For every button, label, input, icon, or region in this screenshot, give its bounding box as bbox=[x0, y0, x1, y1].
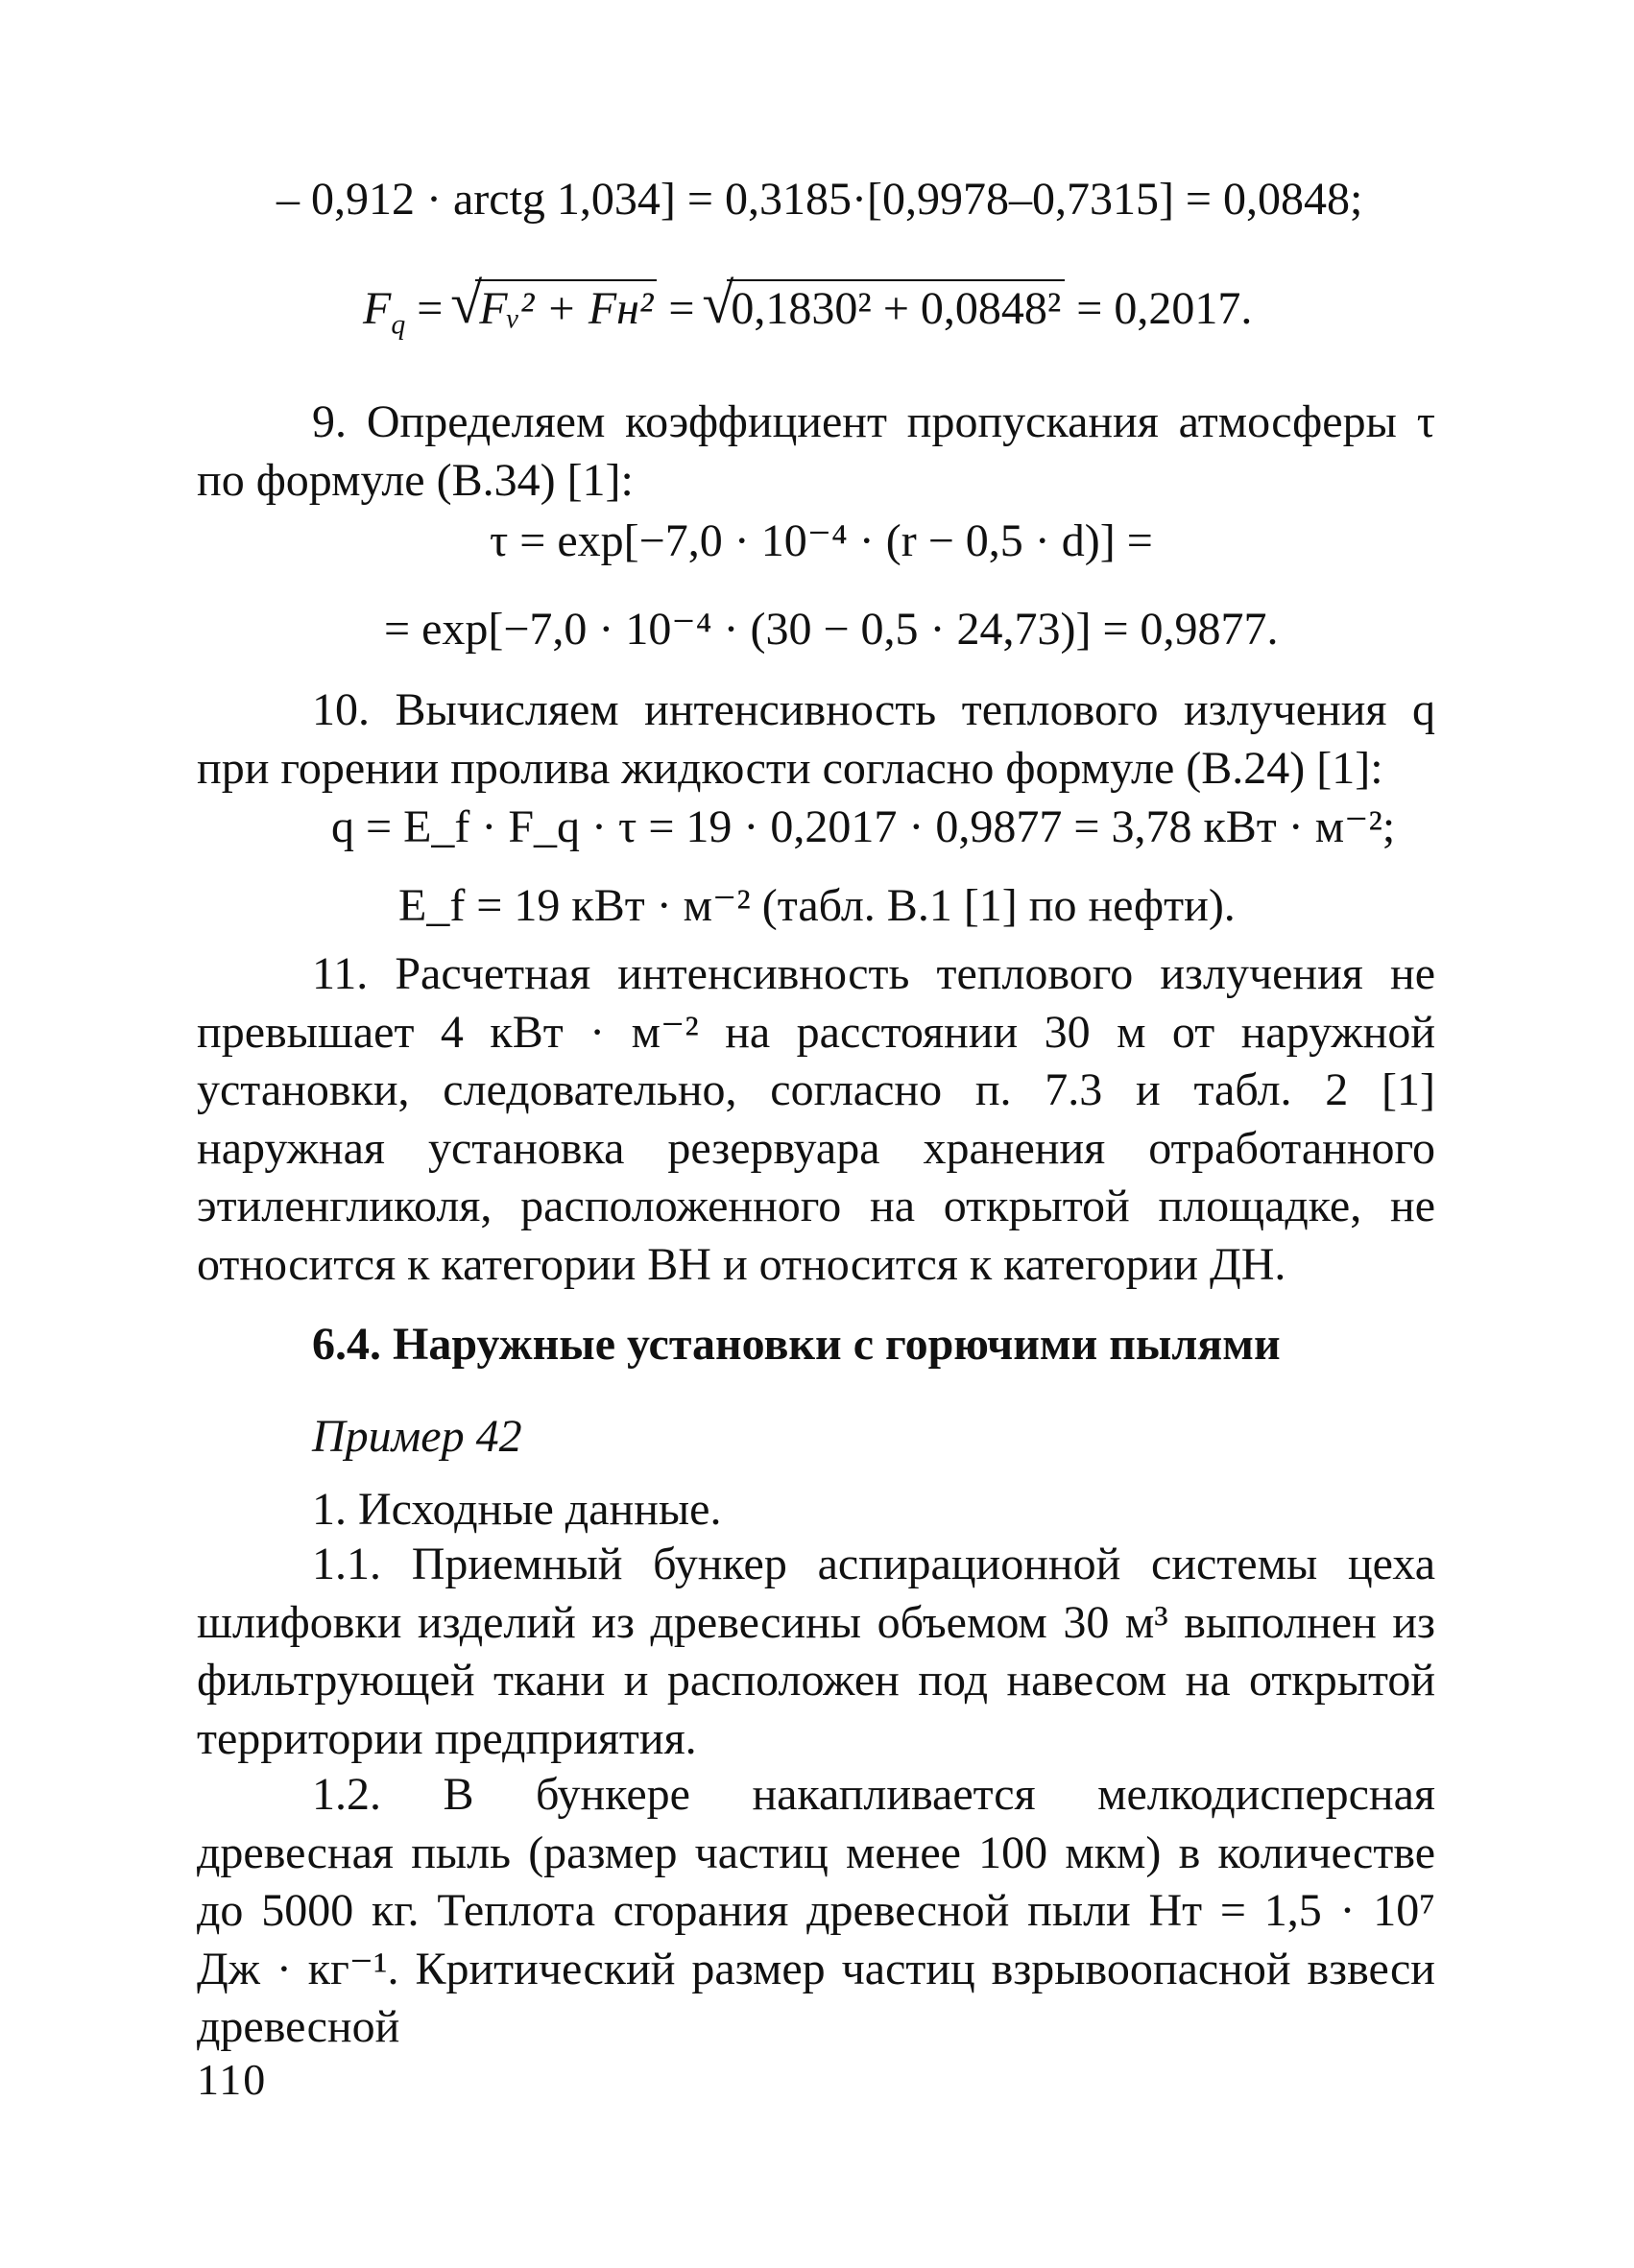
sqrt-symbol-2 bbox=[706, 280, 1065, 338]
sqrt-symbol-1 bbox=[454, 280, 657, 338]
step-9-paragraph: 9. Определяем коэффициент пропускания атмосферы τ по формуле (В.34) [1]: bbox=[197, 396, 1435, 506]
fq-subscript: q bbox=[391, 308, 406, 341]
eq-sign: = bbox=[405, 283, 455, 334]
formula-line-1: – 0,912 · arctg 1,034] = 0,3185·[0,9978–0,7315] = 0,0848; bbox=[276, 174, 1363, 225]
page-number: 110 bbox=[197, 2055, 268, 2104]
section-heading: 6.4. Наружные установки с горючими пылями bbox=[312, 1319, 1281, 1370]
step-10-formula-1: q = E_f · F_q · τ = 19 · 0,2017 · 0,9877 = 3,78 кВт · м⁻²; bbox=[331, 801, 1396, 852]
paragraph-1-2: 1.2. В бункере накапливается мелкодисперсная древесная пыль (размер частиц менее 100 мкм) в количестве до 5000 кг. Теплота сгорания древесной пыли Hт = 1,5 · 10⁷ Дж · кг⁻¹. Критический размер частиц взрывоопасной взвеси древесной bbox=[197, 1769, 1435, 2052]
formula-line-2 bbox=[363, 280, 1601, 341]
step-9-formula-2: = exp[−7,0 · 10⁻⁴ · (30 − 0,5 · 24,73)] = 0,9877. bbox=[384, 604, 1279, 655]
radicand-2: 0,1830² + 0,0848² bbox=[727, 279, 1065, 334]
initial-data-label: 1. Исходные данные. bbox=[312, 1484, 722, 1535]
eq-sign-2: = bbox=[657, 283, 707, 334]
step-9-formula-1: τ = exp[−7,0 · 10⁻⁴ · (r − 0,5 · d)] = bbox=[490, 515, 1153, 566]
radicand-1: Fᵥ² + Fн² bbox=[475, 279, 657, 334]
step-10-formula-2: E_f = 19 кВт · м⁻² (табл. В.1 [1] по нефти). bbox=[398, 880, 1236, 931]
fq-symbol: F bbox=[363, 283, 392, 334]
example-label: Пример 42 bbox=[312, 1411, 522, 1462]
paragraph-1-1: 1.1. Приемный бункер аспирационной системы цеха шлифовки изделий из древесины объемом 30 м³ выполнен из фильтрующей ткани и расположен под навесом на открытой территории предприятия. bbox=[197, 1539, 1435, 1764]
step-11-paragraph: 11. Расчетная интенсивность теплового излучения не превышает 4 кВт · м⁻² на расстоянии 30 м от наружной установки, следовательно, согласно п. 7.3 и табл. 2 [1] наружная установка резервуара хранения отработанного этиленгликоля, расположенного на открытой площадке, не относится к категории ВН и относится к категории ДН. bbox=[197, 948, 1435, 1290]
step-10-paragraph: 10. Вычисляем интенсивность теплового излучения q при горении пролива жидкости согласно формуле (В.24) [1]: bbox=[197, 684, 1435, 794]
fq-result: = 0,2017. bbox=[1065, 283, 1253, 334]
